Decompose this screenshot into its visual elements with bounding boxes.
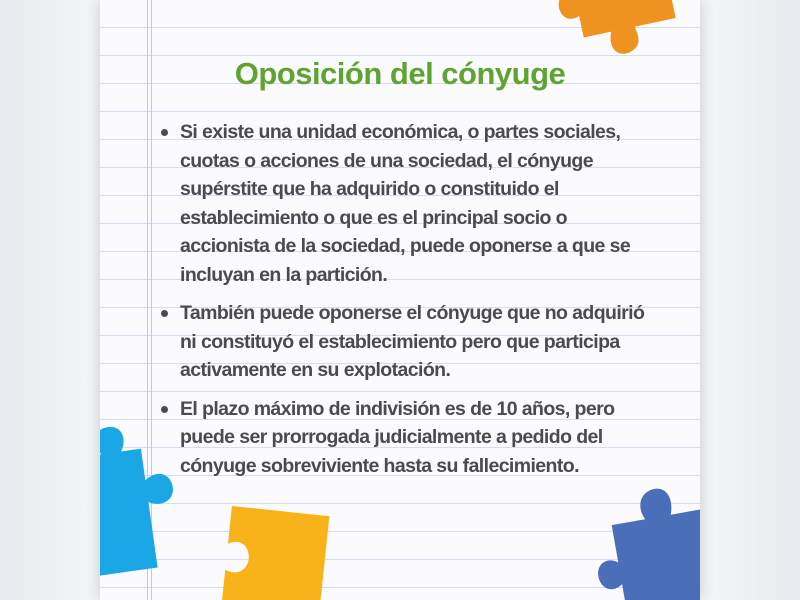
bullet-dot-icon — [161, 406, 168, 413]
page-title: Oposición del cónyuge — [234, 56, 566, 91]
list-item — [158, 118, 658, 289]
puzzle-piece-dark-blue-icon — [595, 482, 700, 600]
bullet-text: Si existe una unidad económica, o partes sociales, cuotas o acciones de una sociedad, el cónyuge supérstite que ha adquirido o constituido el establecimiento o que es el principal socio o accionista de la sociedad, puede oponerse a que se incluyan en la partición. — [180, 121, 631, 286]
bullet-text: El plazo máximo de indivisión es de 10 años, pero puede ser prorrogada judicialmente a pedido del cónyuge sobreviviente hasta su fallecimiento. — [180, 397, 615, 477]
list-item — [158, 299, 658, 385]
bullet-list — [158, 118, 658, 490]
bullet-dot-icon — [161, 129, 168, 136]
puzzle-piece-yellow-icon — [212, 505, 342, 600]
list-item — [158, 395, 658, 481]
bullet-dot-icon — [161, 310, 168, 317]
notebook-paper — [100, 0, 700, 600]
bullet-text: También puede oponerse el cónyuge que no adquirió ni constituyó el establecimiento pero que participa activamente en su explotación. — [180, 302, 645, 381]
